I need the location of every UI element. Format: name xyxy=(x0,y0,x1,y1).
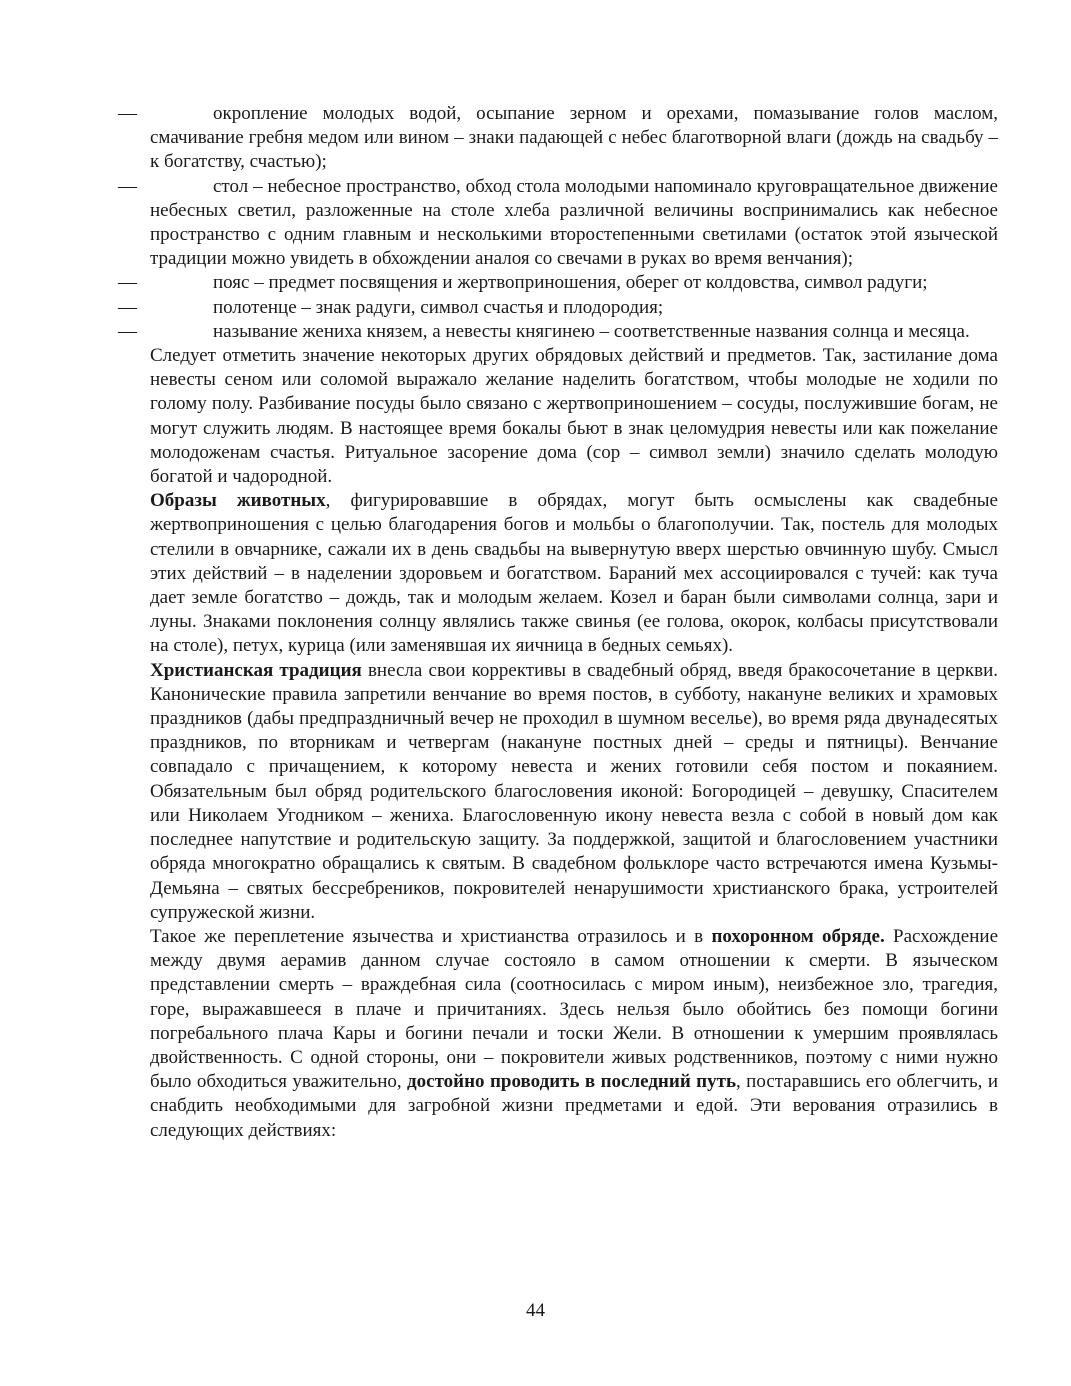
bold-term: похоронном обряде. xyxy=(711,925,885,947)
bold-term: Христианская традиция xyxy=(150,659,362,681)
list-marker: — xyxy=(118,272,137,294)
bold-term: достойно проводить в последний путь xyxy=(407,1071,737,1093)
paragraph-text: Такое же переплетение язычества и христианства отразилось и в xyxy=(150,925,712,947)
list-item-text: полотенце – знак радуги, символ счастья и плодородия; xyxy=(213,296,664,318)
paragraph-text: , фигурировавшие в обрядах, могут быть осмыслены как свадебные жертвоприношения с целью благодарения богов и мольбы о благополучии. Так, постель для молодых стелили в овчарнике, сажали их в день свадьбы на вывернутую вверх шерстью овчинную шубу. Смысл этих действий – в наделении здоровьем и богатством. Бараний мех ассоциировался с тучей: как туча дает земле богатство – дождь, так и молодым желаем. Козел и баран были символами солнца, зари и луны. Знаками поклонения солнцу являлись также свинья (ее голова, окорок, колбасы присутствовали на столе), петух, курица (или заменявшая их яичница в бедных семьях). xyxy=(150,490,998,657)
list-marker: — xyxy=(118,103,137,124)
list-item xyxy=(118,320,998,344)
page-body xyxy=(118,102,998,1143)
list-item-text: окропление молодых водой, осыпание зерном и орехами, помазывание голов маслом, смачивание гребня медом или вином – знаки падающей с небес благотворной влаги (дождь на свадьбу – к богатству, счастью); xyxy=(150,103,998,173)
paragraph-christian-tradition xyxy=(118,659,998,925)
list-marker: — xyxy=(118,175,137,197)
list-item xyxy=(118,296,998,320)
list-item xyxy=(118,102,998,175)
list-marker: — xyxy=(118,320,137,342)
list-item-text: пояс – предмет посвящения и жертвоприношения, оберег от колдовства, символ радуги; xyxy=(213,272,928,294)
list-marker: — xyxy=(118,296,137,318)
list-item xyxy=(118,271,998,295)
page-number: 44 xyxy=(526,1300,545,1321)
list-item-text: стол – небесное пространство, обход стола молодыми напоминало круговращательное движение небесных светил, разложенные на столе хлеба различной величины воспринимались как небесное пространство с одним главным и несколькими второстепенными светилами (остаток этой языческой традиции можно увидеть в обхождении аналоя со свечами в руках во время венчания); xyxy=(150,175,998,270)
paragraph-text: , постаравшись его облегчить, и снабдить необходимыми для загробной жизни предметами и едой. Эти верования отразились в следующих действиях: xyxy=(150,1071,998,1141)
paragraph-rituals: Следует отметить значение некоторых других обрядовых действий и предметов. Так, застилание дома невесты сеном или соломой выражало желание наделить богатством, чтобы молодые не ходили по голому полу. Разбивание посуды было связано с жертвоприношением – сосуды, послужившие богам, не могут служить людям. В настоящее время бокалы бьют в знак целомудрия невесты или как пожелание молодоженам счастья. Ритуальное засорение дома (сор – символ земли) значило сделать молодую богатой и чадородной. xyxy=(150,345,998,488)
list-item xyxy=(118,175,998,272)
paragraph-funeral-rite xyxy=(118,925,998,1143)
paragraph-animal-images xyxy=(118,489,998,658)
bold-term: Образы животных xyxy=(150,490,326,512)
paragraph-text: Расхождение между двумя аерамив данном случае состояло в самом отношении к смерти. В языческом представлении смерть – враждебная сила (соотносилась с миром иным), неизбежное зло, трагедия, горе, выражавшееся в плаче и причитаниях. Здесь нельзя было обойтись без помощи богини погребального плача Кары и богини печали и тоски Жели. В отношении к умершим проявлялась двойственность. С одной стороны, они – покровители живых родственников, поэтому с ними нужно было обходиться уважительно, xyxy=(150,925,999,1093)
paragraph-text: внесла свои коррективы в свадебный обряд, введя бракосочетание в церкви. Канонические правила запретили венчание во время постов, в субботу, накануне великих и храмовых праздников (дабы предпраздничный вечер не проходил в шумном веселье), во время ряда двунадесятых праздников, по вторникам и четвергам (накануне постных дней – среды и пятницы). Венчание совпадало с причащением, к которому невеста и жених готовили себя постом и покаянием. Обязательным был обряд родительского благословения иконой: Богородицей – девушку, Спасителем или Николаем Угодником – жениха. Благословенную икону невеста везла с собой в новый дом как последнее напутствие и родительскую защиту. За поддержкой, защитой и благословением участники обряда многократно обращались к святым. В свадебном фольклоре часто встречаются имена Кузьмы-Демьяна – святых бессребреников, покровителей ненарушимости христианского брака, устроителей супружеской жизни. xyxy=(150,659,998,923)
list-item-text: называние жениха князем, а невесты княгинею – соответственные названия солнца и месяца. xyxy=(213,320,970,342)
